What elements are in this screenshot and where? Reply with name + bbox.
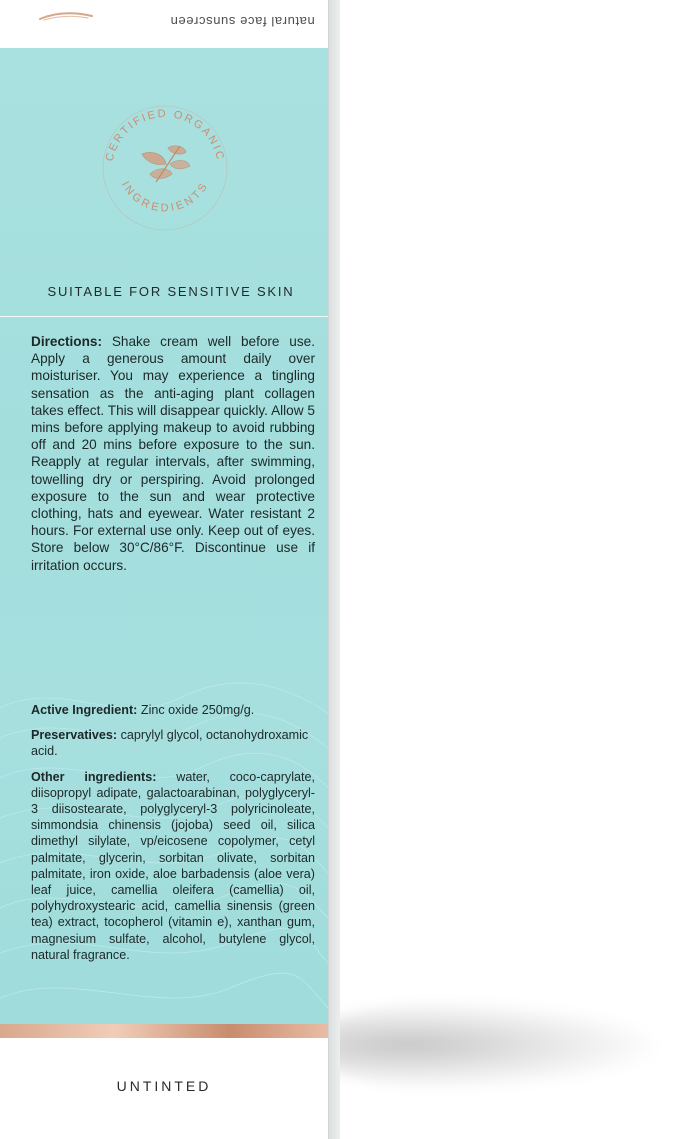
copper-stripe: [0, 1024, 328, 1038]
top-flap-text: natural face sunscreen: [170, 14, 315, 29]
active-text: Zinc oxide 250mg/g.: [137, 703, 255, 717]
other-label: Other ingredients:: [31, 769, 157, 784]
ingredients-block: [31, 702, 315, 972]
box-top-flap: [0, 0, 328, 48]
divider: [0, 316, 328, 317]
active-ingredient: [31, 702, 315, 718]
preservatives: [31, 727, 315, 759]
other-text: water, coco-caprylate, diisopropyl adipate, galactoarabinan, polyglyceryl-3 diisostearate, polyglyceryl-3 polyricinoleate, simmondsia chinensis (jojoba) seed oil, silica dimethyl silylate, vp/eicosene copolymer, cetyl palmitate, glycerin, sorbitan olivate, sorbitan palmitate, iron oxide, aloe barbadensis (aloe vera) leaf juice, camellia oleifera (camellia) oil, polyhydroxystearic acid, camellia sinensis (green tea) extract, tocopherol (vitamin e), xanthan gum, magnesium sulfate, alcohol, butylene glycol, natural fragrance.: [31, 769, 315, 962]
svg-text:CERTIFIED ORGANIC: [104, 108, 227, 163]
plant-sprig-icon: [142, 146, 190, 182]
active-label: Active Ingredient:: [31, 703, 138, 717]
directions-label: Directions:: [31, 334, 103, 349]
floor-shadow: [300, 1000, 660, 1090]
directions-block: [31, 333, 315, 574]
directions-text: Shake cream well before use. Apply a generous amount daily over moisturiser. You may experience a tingling sensation as the anti-aging plant collagen takes effect. This will disappear quickly. Allow 5 mins before applying makeup to avoid rubbing off and 20 mins before exposure to the sun. Reapply at regular intervals, after swimming, towelling dry or perspiring. Avoid prolonged exposure to the sun and wear protective clothing, hats and eyewear. Water resistant 2 hours. For external use only. Keep out of eyes. Store below 30°C/86°F. Discontinue use if irritation occurs.: [31, 334, 315, 573]
leaf-stroke-icon: [38, 10, 94, 22]
other-ingredients: [31, 769, 315, 963]
preservatives-text: caprylyl glycol, octanohydroxamic acid.: [31, 728, 309, 759]
sunscreen-box: [0, 0, 328, 1139]
preservatives-label: Preservatives:: [31, 728, 118, 743]
svg-text:INGREDIENTS: [119, 179, 211, 214]
box-side-edge: [326, 0, 340, 1139]
seal-text-bottom: INGREDIENTS: [118, 179, 212, 215]
suitable-heading: SUITABLE FOR SENSITIVE SKIN: [47, 284, 295, 299]
untinted-label: UNTINTED: [116, 1078, 212, 1094]
seal-text-top: CERTIFIED ORGANIC: [103, 107, 227, 163]
certified-organic-seal: [90, 88, 240, 238]
